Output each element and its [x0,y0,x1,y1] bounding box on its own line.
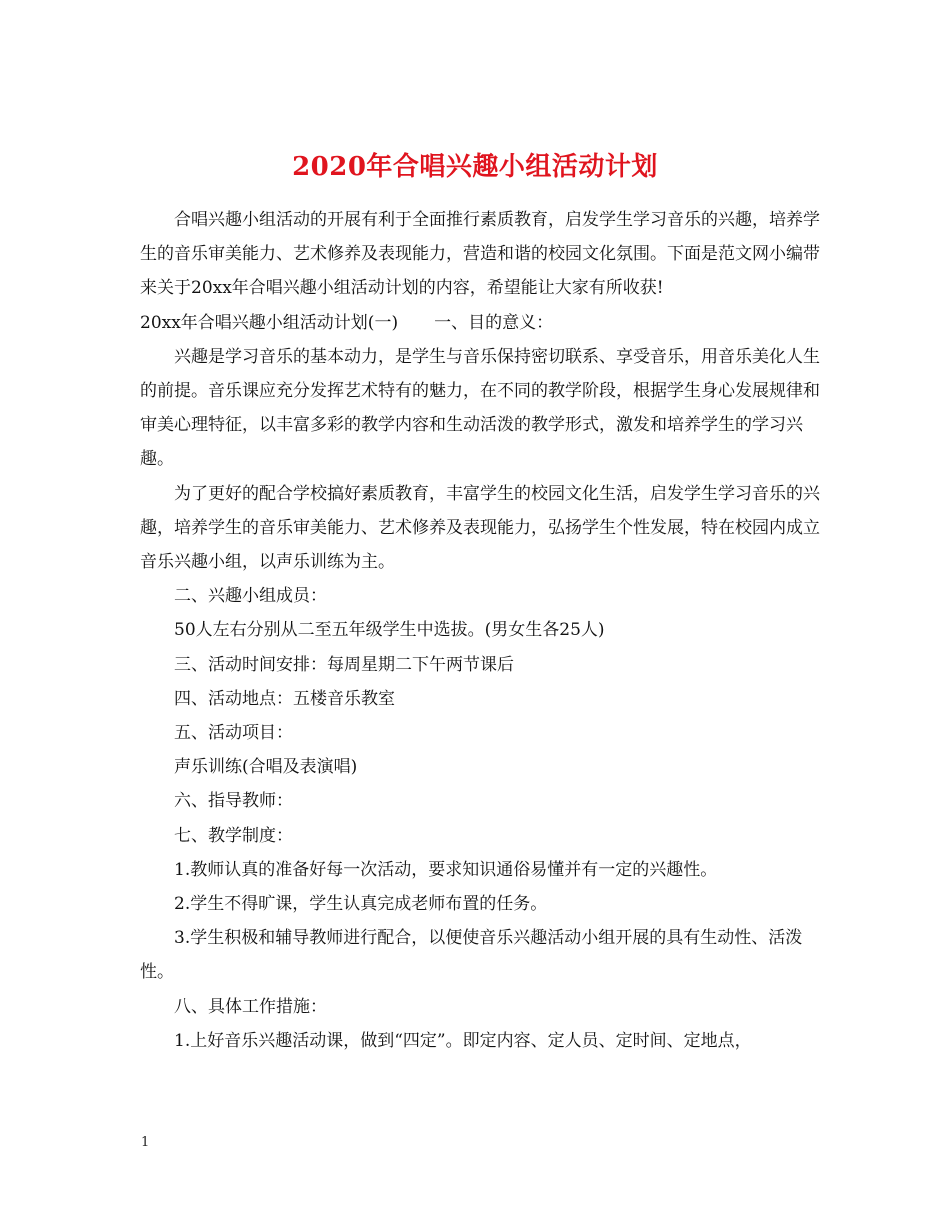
paragraph: 声乐训练(合唱及表演唱) [174,757,358,778]
section-heading: 二、兴趣小组成员： [174,586,327,607]
list-item: 1.上好音乐兴趣活动课，做到“四定”。即定内容、定人员、定时间、定地点， [174,1030,752,1051]
list-item: 1.教师认真的准备好每一次活动，要求知识通俗易懂并有一定的兴趣性。 [174,859,718,880]
document-body [140,203,832,1058]
page-number: 1 [141,1135,150,1150]
paragraph: 兴趣是学习音乐的基本动力，是学生与音乐保持密切联系、享受音乐，用音乐美化人生的前提。音乐课应充分发挥艺术特有的魅力，在不同的教学阶段，根据学生身心发展规律和审美心理特征，以丰富多彩的教学内容和生动活泼的教学形式，激发和培养学生的学习兴趣。 [140,346,820,470]
section-heading: 三、活动时间安排：每周星期二下午两节课后 [174,654,514,675]
document-title: 2020年合唱兴趣小组活动计划 [292,152,658,183]
plan-subtitle: 20xx年合唱兴趣小组活动计划(一) [140,312,399,333]
paragraph: 合唱兴趣小组活动的开展有利于全面推行素质教育，启发学生学习音乐的兴趣，培养学生的音乐审美能力、艺术修养及表现能力，营造和谐的校园文化氛围。下面是范文网小编带来关于20xx年合唱兴趣小组活动计划的内容，希望能让大家有所收获! [140,210,820,299]
section-heading: 六、指导教师： [174,791,293,812]
section-heading: 七、教学制度： [174,825,293,846]
section-heading-line [140,306,832,340]
section-heading: 八、具体工作措施： [174,996,327,1017]
section-heading: 四、活动地点：五楼音乐教室 [174,688,395,709]
section-heading: 一、目的意义： [434,312,554,333]
paragraph: 50人左右分别从二至五年级学生中选拔。(男女生各25人) [174,620,605,641]
list-item: 3.学生积极和辅导教师进行配合，以便使音乐兴趣活动小组开展的具有生动性、活泼性。 [140,928,803,983]
paragraph: 为了更好的配合学校搞好素质教育，丰富学生的校园文化生活，启发学生学习音乐的兴趣，培养学生的音乐审美能力、艺术修养及表现能力，弘扬学生个性发展，特在校园内成立音乐兴趣小组，以声乐训练为主。 [140,483,820,573]
list-item: 2.学生不得旷课，学生认真完成老师布置的任务。 [174,894,548,915]
section-heading: 五、活动项目： [174,723,293,744]
